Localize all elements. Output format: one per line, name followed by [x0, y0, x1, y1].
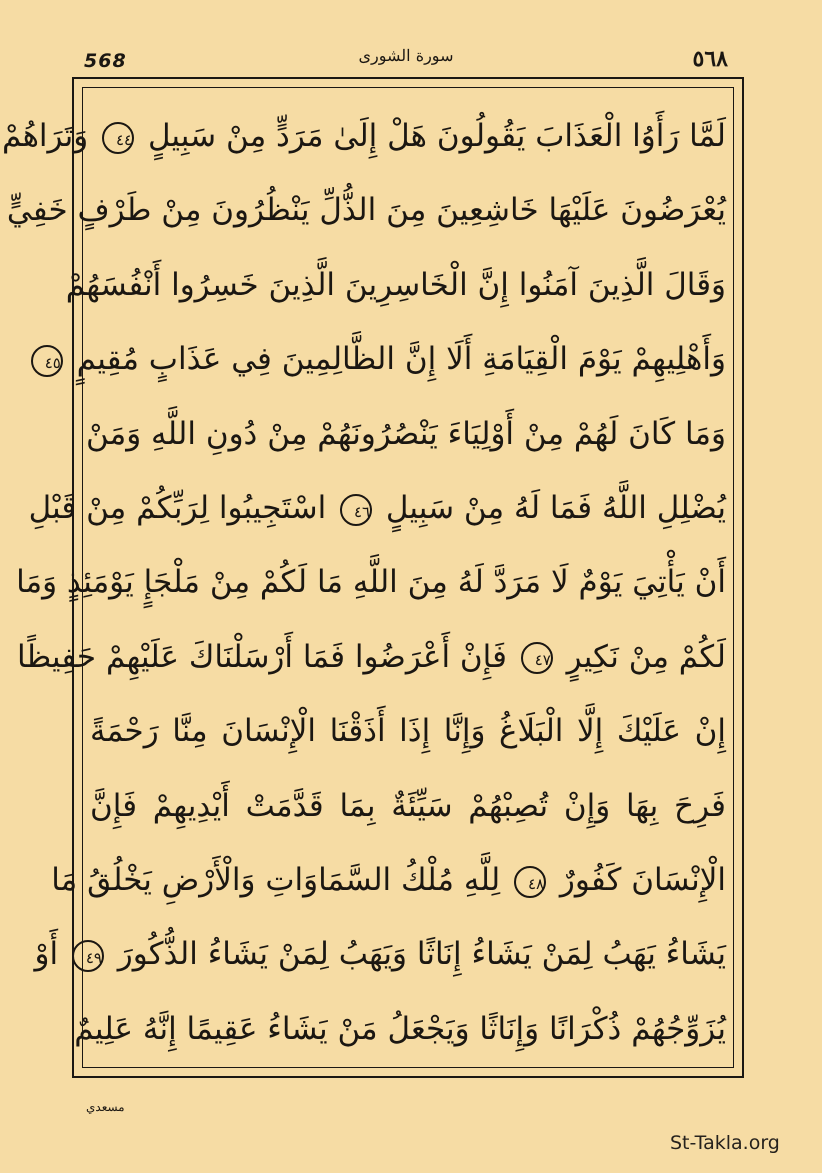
text-frame — [1, 77, 744, 1078]
verse-text: لَكُمْ مِنْ نَكِيرٍ — [566, 638, 726, 675]
verse-text: الْإِنْسَانَ كَفُورٌ — [559, 862, 726, 899]
calligrapher-mark: مسعدي — [86, 1100, 125, 1114]
verse-text: لِلَّهِ مُلْكُ السَّمَاوَاتِ وَالْأَرْضِ يَخْلُقُ مَا — [51, 862, 501, 899]
verse-line — [44, 326, 726, 392]
verse-number-marker: ٤٤ — [102, 122, 134, 154]
verse-number-marker: ٤٦ — [340, 494, 372, 526]
verse-text: وَقَالَ الَّذِينَ آمَنُوا إِنَّ الْخَاسِرِينَ الَّذِينَ خَسِرُوا أَنْفُسَهُمْ — [65, 266, 726, 303]
verse-line — [34, 921, 726, 987]
verse-line — [90, 698, 726, 764]
surah-title: سورة الشورى — [358, 46, 454, 65]
verse-line — [65, 252, 726, 318]
verse-line — [51, 847, 726, 913]
verse-text: وَتَرَاهُمْ — [1, 118, 89, 154]
verse-text: وَمَا كَانَ لَهُمْ مِنْ أَوْلِيَاءَ يَنْصُرُونَهُمْ مِنْ دُونِ اللَّهِ وَمَنْ — [86, 415, 726, 452]
verse-line — [90, 773, 726, 839]
verse-text: فَإِنْ أَعْرَضُوا فَمَا أَرْسَلْنَاكَ عَلَيْهِمْ حَفِيظًا — [17, 638, 507, 675]
verse-text: فَرِحَ بِهَا وَإِنْ تُصِبْهُمْ سَيِّئَةٌ بِمَا قَدَّمَتْ أَيْدِيهِمْ فَإِنَّ — [90, 787, 726, 824]
verse-number-marker: ٤٨ — [514, 866, 546, 898]
verse-line — [6, 177, 726, 243]
page-number-latin: 568 — [84, 50, 127, 72]
verse-number-marker: ٤٥ — [31, 345, 63, 377]
verse-text: يُضْلِلِ اللَّهُ فَمَا لَهُ مِنْ سَبِيلٍ — [385, 490, 726, 527]
verse-text: لَمَّا رَأَوُا الْعَذَابَ يَقُولُونَ هَلْ إِلَىٰ مَرَدٍّ مِنْ سَبِيلٍ — [147, 118, 726, 154]
verse-line — [28, 475, 726, 541]
verse-line — [17, 624, 726, 690]
verse-line — [86, 401, 726, 467]
verse-text: يُعْرَضُونَ عَلَيْهَا خَاشِعِينَ مِنَ الذُّلِّ يَنْظُرُونَ مِنْ طَرْفٍ خَفِيٍّ — [6, 192, 726, 229]
verse-text: وَأَهْلِيهِمْ يَوْمَ الْقِيَامَةِ أَلَا إِنَّ الظَّالِمِينَ فِي عَذَابٍ مُقِيمٍ — [76, 341, 726, 378]
verse-line — [16, 549, 726, 615]
verse-text: أَوْ — [34, 936, 59, 973]
verse-text: يُزَوِّجُهُمْ ذُكْرَانًا وَإِنَاثًا وَيَجْعَلُ مَنْ يَشَاءُ عَقِيمًا إِنَّهُ عَلِيمٌ — [74, 1010, 726, 1047]
page-header — [78, 44, 734, 80]
page-number-arabic: ٥٦٨ — [692, 46, 728, 72]
verse-text: اسْتَجِيبُوا لِرَبِّكُمْ مِنْ قَبْلِ — [28, 490, 327, 527]
watermark: St-Takla.org — [670, 1132, 780, 1154]
verse-text: يَشَاءُ يَهَبُ لِمَنْ يَشَاءُ إِنَاثًا وَيَهَبُ لِمَنْ يَشَاءُ الذُّكُورَ — [117, 936, 726, 973]
verse-text: إِنْ عَلَيْكَ إِلَّا الْبَلَاغُ وَإِنَّا إِذَا أَذَقْنَا الْإِنْسَانَ مِنَّا رَحْمَةً — [90, 713, 726, 750]
verse-text: أَنْ يَأْتِيَ يَوْمٌ لَا مَرَدَّ لَهُ مِنَ اللَّهِ مَا لَكُمْ مِنْ مَلْجَإٍ يَوْمَئِذٍ وَمَا — [16, 564, 726, 601]
verse-line — [1, 103, 726, 169]
verse-number-marker: ٤٧ — [521, 642, 553, 674]
verse-lines — [1, 103, 726, 1062]
verse-line — [74, 996, 726, 1062]
verse-number-marker: ٤٩ — [72, 940, 104, 972]
